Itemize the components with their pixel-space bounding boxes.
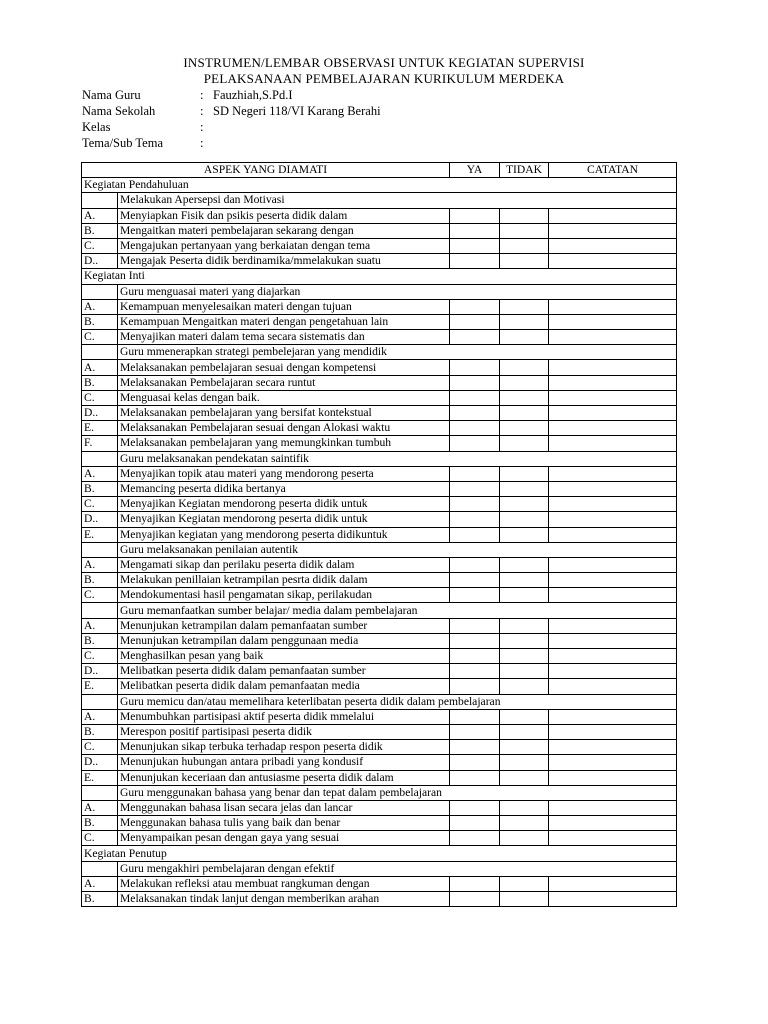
identity-label: Kelas xyxy=(82,120,111,134)
section-row xyxy=(82,269,677,284)
item-letter: D.. xyxy=(82,254,118,269)
catatan-cell[interactable] xyxy=(549,709,677,724)
document-title-line-2: PELAKSANAAN PEMBELAJARAN KURIKULUM MERDEKA xyxy=(203,71,565,86)
catatan-cell[interactable] xyxy=(549,800,677,815)
table-row xyxy=(82,527,677,542)
ya-cell[interactable] xyxy=(450,618,500,633)
item-text: Menyajikan kegiatan yang mendorong peserta didikuntuk xyxy=(118,527,450,542)
catatan-cell[interactable] xyxy=(549,512,677,527)
item-text: Melakukan penillaian ketrampilan pesrta didik dalam xyxy=(118,573,450,588)
table-row xyxy=(82,679,677,694)
table-row xyxy=(82,223,677,238)
catatan-cell[interactable] xyxy=(549,573,677,588)
identity-row xyxy=(82,103,482,119)
tidak-cell[interactable] xyxy=(500,876,549,891)
identity-colon: : xyxy=(200,88,204,102)
group-title: Guru mmenerapkan strategi pembelejaran yang mendidik xyxy=(118,345,677,360)
header-tidak: TIDAK xyxy=(500,163,549,178)
header-ya: YA xyxy=(450,163,500,178)
table-row xyxy=(82,466,677,481)
group-row xyxy=(82,193,677,208)
item-text: Mengajak Peserta didik berdinamika/mmelakukan suatu xyxy=(118,254,450,269)
group-row xyxy=(82,861,677,876)
catatan-cell[interactable] xyxy=(549,390,677,405)
item-letter: E. xyxy=(82,679,118,694)
item-letter: E. xyxy=(82,421,118,436)
ya-cell[interactable] xyxy=(450,466,500,481)
ya-cell[interactable] xyxy=(450,573,500,588)
catatan-cell[interactable] xyxy=(549,831,677,846)
catatan-cell[interactable] xyxy=(549,649,677,664)
tidak-cell[interactable] xyxy=(500,421,549,436)
tidak-cell[interactable] xyxy=(500,679,549,694)
table-row xyxy=(82,360,677,375)
table-row xyxy=(82,421,677,436)
ya-cell[interactable] xyxy=(450,876,500,891)
tidak-cell[interactable] xyxy=(500,892,549,907)
item-text: Memancing peserta didika bertanya xyxy=(118,481,450,496)
item-letter: A. xyxy=(82,618,118,633)
group-title: Guru melaksanakan pendekatan saintifik xyxy=(118,451,677,466)
catatan-cell[interactable] xyxy=(549,223,677,238)
tidak-cell[interactable] xyxy=(500,527,549,542)
item-text: Menunjukan keceriaan dan antusiasme peserta didik dalam xyxy=(118,770,450,785)
group-title: Guru memicu dan/atau memelihara keterlibatan peserta didik dalam pembelajaran xyxy=(118,694,677,709)
item-letter: A. xyxy=(82,299,118,314)
table-row xyxy=(82,724,677,739)
item-text: Menumbuhkan partisipasi aktif peserta didik mmelalui xyxy=(118,709,450,724)
catatan-cell[interactable] xyxy=(549,876,677,891)
identity-colon: : xyxy=(200,120,204,134)
letter-cell xyxy=(82,451,118,466)
item-letter: C. xyxy=(82,649,118,664)
item-text: Merespon positif partisipasi peserta didik xyxy=(118,724,450,739)
item-letter: B. xyxy=(82,223,118,238)
item-letter: F. xyxy=(82,436,118,451)
item-text: Mendokumentasi hasil pengamatan sikap, perilakudan xyxy=(118,588,450,603)
table-row xyxy=(82,709,677,724)
catatan-cell[interactable] xyxy=(549,406,677,421)
group-row xyxy=(82,785,677,800)
item-text: Menyajikan Kegiatan mendorong peserta didik untuk xyxy=(118,497,450,512)
item-letter: C. xyxy=(82,740,118,755)
table-row xyxy=(82,573,677,588)
letter-cell xyxy=(82,694,118,709)
table-row xyxy=(82,588,677,603)
group-title: Melakukan Apersepsi dan Motivasi xyxy=(118,193,677,208)
identity-value: Fauzhiah,S.Pd.I xyxy=(213,88,293,102)
table-row xyxy=(82,254,677,269)
catatan-cell[interactable] xyxy=(549,314,677,329)
table-row xyxy=(82,497,677,512)
catatan-cell[interactable] xyxy=(549,238,677,253)
item-text: Menyajikan materi dalam tema secara sistematis dan xyxy=(118,330,450,345)
catatan-cell[interactable] xyxy=(549,497,677,512)
catatan-cell[interactable] xyxy=(549,466,677,481)
item-text: Menyajikan Kegiatan mendorong peserta didik untuk xyxy=(118,512,450,527)
catatan-cell[interactable] xyxy=(549,527,677,542)
item-letter: A. xyxy=(82,466,118,481)
tidak-cell[interactable] xyxy=(500,573,549,588)
catatan-cell[interactable] xyxy=(549,892,677,907)
ya-cell[interactable] xyxy=(450,527,500,542)
table-row xyxy=(82,299,677,314)
item-text: Menunjukan hubungan antara pribadi yang kondusif xyxy=(118,755,450,770)
group-title: Guru melaksanakan penilaian autentik xyxy=(118,542,677,557)
item-letter: A. xyxy=(82,557,118,572)
tidak-cell[interactable] xyxy=(500,740,549,755)
item-letter: E. xyxy=(82,770,118,785)
tidak-cell[interactable] xyxy=(500,664,549,679)
tidak-cell[interactable] xyxy=(500,406,549,421)
catatan-cell[interactable] xyxy=(549,755,677,770)
item-text: Menguasai kelas dengan baik. xyxy=(118,390,450,405)
table-row xyxy=(82,618,677,633)
item-text: Melibatkan peserta didik dalam pemanfaatan media xyxy=(118,679,450,694)
letter-cell xyxy=(82,603,118,618)
item-text: Menggunakan bahasa lisan secara jelas dan lancar xyxy=(118,800,450,815)
item-letter: B. xyxy=(82,573,118,588)
identity-colon: : xyxy=(200,136,204,150)
section-row xyxy=(82,178,677,193)
table-header-row xyxy=(82,163,677,178)
item-letter: B. xyxy=(82,314,118,329)
table-row xyxy=(82,876,677,891)
ya-cell[interactable] xyxy=(450,740,500,755)
tidak-cell[interactable] xyxy=(500,816,549,831)
ya-cell[interactable] xyxy=(450,770,500,785)
catatan-cell[interactable] xyxy=(549,299,677,314)
ya-cell[interactable] xyxy=(450,421,500,436)
catatan-cell[interactable] xyxy=(549,740,677,755)
document-title-line-1: INSTRUMEN/LEMBAR OBSERVASI UNTUK KEGIATAN SUPERVISI xyxy=(183,55,585,70)
tidak-cell[interactable] xyxy=(500,512,549,527)
ya-cell[interactable] xyxy=(450,406,500,421)
tidak-cell[interactable] xyxy=(500,618,549,633)
identity-row xyxy=(82,87,482,103)
identity-row xyxy=(82,135,482,151)
tidak-cell[interactable] xyxy=(500,208,549,223)
header-catatan: CATATAN xyxy=(549,163,677,178)
catatan-cell[interactable] xyxy=(549,724,677,739)
table-row xyxy=(82,512,677,527)
table-row xyxy=(82,649,677,664)
item-letter: B. xyxy=(82,633,118,648)
ya-cell[interactable] xyxy=(450,831,500,846)
item-letter: C. xyxy=(82,588,118,603)
item-text: Kemampuan menyelesaikan materi dengan tujuan xyxy=(118,299,450,314)
item-letter: D.. xyxy=(82,755,118,770)
table-row xyxy=(82,208,677,223)
tidak-cell[interactable] xyxy=(500,314,549,329)
ya-cell[interactable] xyxy=(450,557,500,572)
letter-cell xyxy=(82,542,118,557)
group-title: Guru mengakhiri pembelajaran dengan efektif xyxy=(118,861,677,876)
item-text: Melaksanakan tindak lanjut dengan memberikan arahan xyxy=(118,892,450,907)
table-row xyxy=(82,800,677,815)
tidak-cell[interactable] xyxy=(500,800,549,815)
tidak-cell[interactable] xyxy=(500,330,549,345)
catatan-cell[interactable] xyxy=(549,330,677,345)
ya-cell[interactable] xyxy=(450,709,500,724)
ya-cell[interactable] xyxy=(450,800,500,815)
group-title: Guru menguasai materi yang diajarkan xyxy=(118,284,677,299)
identity-colon: : xyxy=(200,104,204,118)
item-letter: C. xyxy=(82,238,118,253)
tidak-cell[interactable] xyxy=(500,588,549,603)
item-text: Menghasilkan pesan yang baik xyxy=(118,649,450,664)
table-row xyxy=(82,892,677,907)
item-text: Kemampuan Mengaitkan materi dengan pengetahuan lain xyxy=(118,314,450,329)
tidak-cell[interactable] xyxy=(500,649,549,664)
item-letter: D.. xyxy=(82,664,118,679)
item-text: Menunjukan sikap terbuka terhadap respon peserta didik xyxy=(118,740,450,755)
ya-cell[interactable] xyxy=(450,360,500,375)
item-letter: E. xyxy=(82,527,118,542)
catatan-cell[interactable] xyxy=(549,421,677,436)
ya-cell[interactable] xyxy=(450,649,500,664)
catatan-cell[interactable] xyxy=(549,664,677,679)
item-letter: C. xyxy=(82,330,118,345)
item-text: Menyajikan topik atau materi yang mendorong peserta xyxy=(118,466,450,481)
group-row xyxy=(82,345,677,360)
table-row xyxy=(82,816,677,831)
ya-cell[interactable] xyxy=(450,238,500,253)
ya-cell[interactable] xyxy=(450,755,500,770)
tidak-cell[interactable] xyxy=(500,436,549,451)
tidak-cell[interactable] xyxy=(500,831,549,846)
item-text: Menyiapkan Fisik dan psikis peserta didik dalam xyxy=(118,208,450,223)
item-text: Menyampaikan pesan dengan gaya yang sesuai xyxy=(118,831,450,846)
tidak-cell[interactable] xyxy=(500,497,549,512)
item-text: Melakukan refleksi atau membuat rangkuman dengan xyxy=(118,876,450,891)
table-row xyxy=(82,238,677,253)
group-title: Guru menggunakan bahasa yang benar dan tepat dalam pembelajaran xyxy=(118,785,677,800)
group-title: Guru memanfaatkan sumber belajar/ media dalam pembelajaran xyxy=(118,603,677,618)
catatan-cell[interactable] xyxy=(549,633,677,648)
catatan-cell[interactable] xyxy=(549,618,677,633)
catatan-cell[interactable] xyxy=(549,208,677,223)
item-text: Menggunakan bahasa tulis yang baik dan benar xyxy=(118,816,450,831)
identity-block xyxy=(82,87,482,151)
ya-cell[interactable] xyxy=(450,588,500,603)
item-letter: C. xyxy=(82,497,118,512)
ya-cell[interactable] xyxy=(450,254,500,269)
ya-cell[interactable] xyxy=(450,497,500,512)
item-letter: B. xyxy=(82,375,118,390)
catatan-cell[interactable] xyxy=(549,770,677,785)
section-row xyxy=(82,846,677,861)
item-text: Mengajukan pertanyaan yang berkaiatan dengan tema xyxy=(118,238,450,253)
ya-cell[interactable] xyxy=(450,330,500,345)
catatan-cell[interactable] xyxy=(549,816,677,831)
tidak-cell[interactable] xyxy=(500,481,549,496)
ya-cell[interactable] xyxy=(450,436,500,451)
letter-cell xyxy=(82,193,118,208)
ya-cell[interactable] xyxy=(450,724,500,739)
catatan-cell[interactable] xyxy=(549,557,677,572)
table-row xyxy=(82,375,677,390)
ya-cell[interactable] xyxy=(450,375,500,390)
group-row xyxy=(82,284,677,299)
item-text: Melaksanakan pembelajaran yang memungkinkan tumbuh xyxy=(118,436,450,451)
ya-cell[interactable] xyxy=(450,314,500,329)
ya-cell[interactable] xyxy=(450,816,500,831)
item-letter: A. xyxy=(82,709,118,724)
tidak-cell[interactable] xyxy=(500,238,549,253)
group-row xyxy=(82,694,677,709)
item-letter: B. xyxy=(82,724,118,739)
ya-cell[interactable] xyxy=(450,892,500,907)
group-row xyxy=(82,603,677,618)
item-text: Mengaitkan materi pembelajaran sekarang dengan xyxy=(118,223,450,238)
table-row xyxy=(82,314,677,329)
identity-label: Nama Sekolah xyxy=(82,104,156,118)
ya-cell[interactable] xyxy=(450,223,500,238)
table-row xyxy=(82,390,677,405)
identity-row xyxy=(82,119,482,135)
catatan-cell[interactable] xyxy=(549,588,677,603)
item-text: Menunjukan ketrampilan dalam penggunaan media xyxy=(118,633,450,648)
item-letter: B. xyxy=(82,481,118,496)
tidak-cell[interactable] xyxy=(500,360,549,375)
table-row xyxy=(82,557,677,572)
ya-cell[interactable] xyxy=(450,512,500,527)
ya-cell[interactable] xyxy=(450,664,500,679)
tidak-cell[interactable] xyxy=(500,254,549,269)
tidak-cell[interactable] xyxy=(500,724,549,739)
letter-cell xyxy=(82,861,118,876)
item-letter: C. xyxy=(82,831,118,846)
table-row xyxy=(82,664,677,679)
catatan-cell[interactable] xyxy=(549,360,677,375)
ya-cell[interactable] xyxy=(450,208,500,223)
catatan-cell[interactable] xyxy=(549,481,677,496)
item-letter: B. xyxy=(82,892,118,907)
item-letter: D.. xyxy=(82,512,118,527)
item-text: Melaksanakan Pembelajaran secara runtut xyxy=(118,375,450,390)
catatan-cell[interactable] xyxy=(549,436,677,451)
tidak-cell[interactable] xyxy=(500,299,549,314)
item-letter: A. xyxy=(82,876,118,891)
group-row xyxy=(82,542,677,557)
catatan-cell[interactable] xyxy=(549,375,677,390)
item-letter: C. xyxy=(82,390,118,405)
table-row xyxy=(82,436,677,451)
item-letter: B. xyxy=(82,816,118,831)
ya-cell[interactable] xyxy=(450,481,500,496)
section-title: Kegiatan Penutup xyxy=(82,846,677,861)
item-text: Melaksanakan pembelajaran sesuai dengan kompetensi xyxy=(118,360,450,375)
ya-cell[interactable] xyxy=(450,299,500,314)
tidak-cell[interactable] xyxy=(500,709,549,724)
section-title: Kegiatan Pendahuluan xyxy=(82,178,677,193)
table-row xyxy=(82,330,677,345)
table-row xyxy=(82,770,677,785)
tidak-cell[interactable] xyxy=(500,466,549,481)
letter-cell xyxy=(82,785,118,800)
tidak-cell[interactable] xyxy=(500,633,549,648)
ya-cell[interactable] xyxy=(450,390,500,405)
item-letter: A. xyxy=(82,208,118,223)
letter-cell xyxy=(82,284,118,299)
header-aspek: ASPEK YANG DIAMATI xyxy=(82,163,450,178)
item-text: Melaksanakan Pembelajaran sesuai dengan Alokasi waktu xyxy=(118,421,450,436)
tidak-cell[interactable] xyxy=(500,223,549,238)
identity-label: Tema/Sub Tema xyxy=(82,136,163,150)
item-text: Melibatkan peserta didik dalam pemanfaatan sumber xyxy=(118,664,450,679)
tidak-cell[interactable] xyxy=(500,557,549,572)
group-row xyxy=(82,451,677,466)
tidak-cell[interactable] xyxy=(500,755,549,770)
item-text: Melaksanakan pembelajaran yang bersifat kontekstual xyxy=(118,406,450,421)
tidak-cell[interactable] xyxy=(500,770,549,785)
tidak-cell[interactable] xyxy=(500,375,549,390)
table-row xyxy=(82,740,677,755)
letter-cell xyxy=(82,345,118,360)
item-letter: D.. xyxy=(82,406,118,421)
table-row xyxy=(82,831,677,846)
table-row xyxy=(82,481,677,496)
item-text: Mengamati sikap dan perilaku peserta didik dalam xyxy=(118,557,450,572)
section-title: Kegiatan Inti xyxy=(82,269,677,284)
table-row xyxy=(82,755,677,770)
item-letter: A. xyxy=(82,800,118,815)
tidak-cell[interactable] xyxy=(500,390,549,405)
ya-cell[interactable] xyxy=(450,633,500,648)
identity-label: Nama Guru xyxy=(82,88,141,102)
item-letter: A. xyxy=(82,360,118,375)
table-row xyxy=(82,633,677,648)
catatan-cell[interactable] xyxy=(549,254,677,269)
item-text: Menunjukan ketrampilan dalam pemanfaatan sumber xyxy=(118,618,450,633)
catatan-cell[interactable] xyxy=(549,679,677,694)
observation-table xyxy=(81,162,677,907)
ya-cell[interactable] xyxy=(450,679,500,694)
identity-value: SD Negeri 118/VI Karang Berahi xyxy=(213,104,381,118)
table-row xyxy=(82,406,677,421)
